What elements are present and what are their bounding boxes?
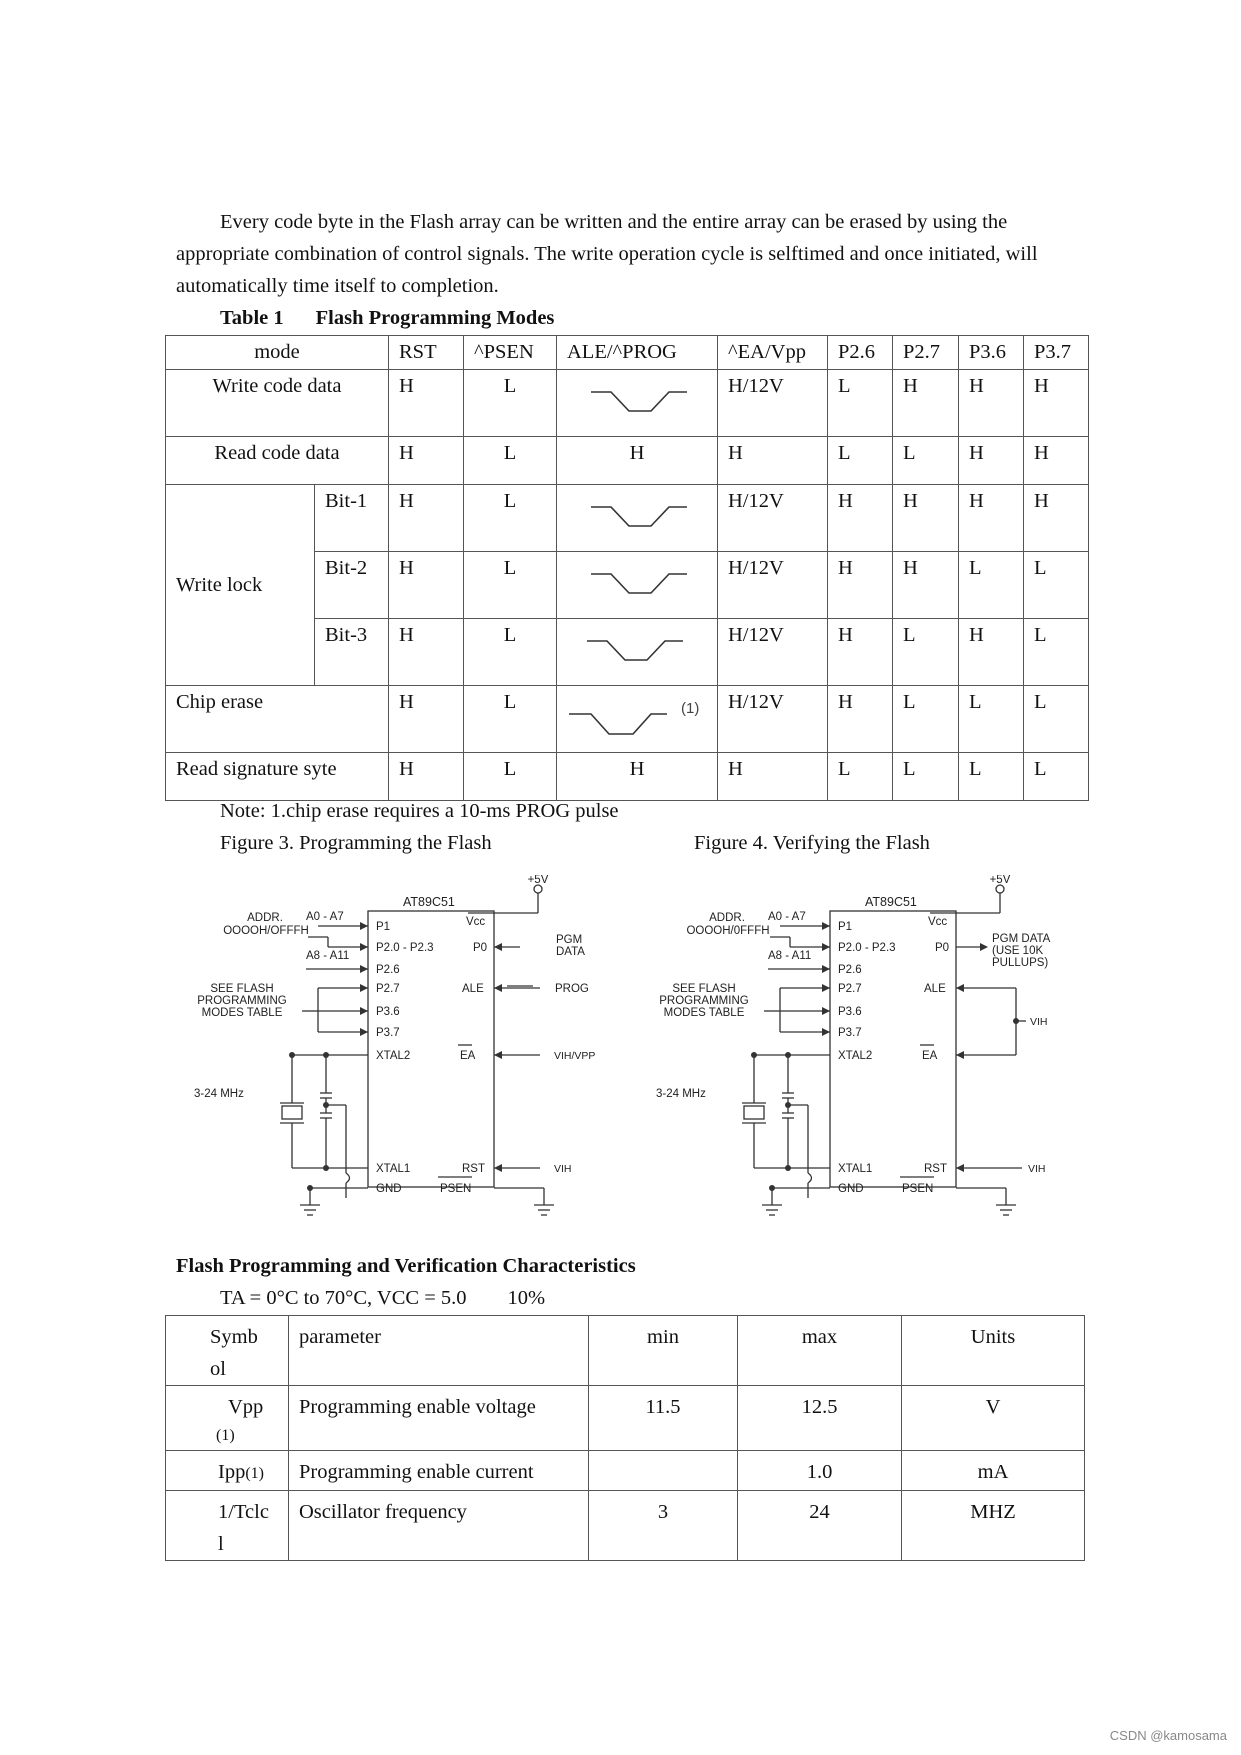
table-row — [166, 1386, 1085, 1451]
header-min: min — [647, 1326, 679, 1348]
symbol-cell: 1/Tclc l — [218, 1501, 269, 1555]
p27-cell: L — [903, 442, 916, 464]
p27-cell: H — [903, 557, 918, 579]
ale-pulse-cell — [557, 552, 718, 619]
p37-cell: L — [1034, 624, 1047, 646]
table1-title: Flash Programming Modes — [315, 307, 555, 329]
table1-label: Table 1 — [220, 307, 284, 329]
characteristics-table — [165, 1315, 1085, 1561]
chip-label: AT89C51 — [403, 895, 455, 909]
crystal-label: 3-24 MHz — [656, 1088, 706, 1100]
table1-caption — [220, 307, 554, 330]
rst-cell: H — [399, 442, 414, 464]
table-header-row — [166, 1316, 1085, 1386]
p0-pin-label: P0 — [473, 942, 488, 954]
parameter-cell: Programming enable voltage — [299, 1396, 536, 1418]
header-rst: RST — [399, 341, 437, 363]
header-ea-vpp: ^EA/Vpp — [728, 341, 806, 363]
units-cell: V — [985, 1396, 1001, 1418]
erase-pulse-note: (1) — [681, 700, 700, 717]
ea-cell: H — [728, 758, 743, 780]
header-symbol: Symb ol — [210, 1326, 258, 1380]
units-cell: MHZ — [970, 1501, 1016, 1523]
ea-cell: H/12V — [728, 375, 784, 397]
mode-cell: Read signature syte — [176, 758, 337, 780]
figure3-programming-circuit — [180, 875, 620, 1230]
p26-cell: H — [838, 557, 853, 579]
characteristics-title: Flash Programming and Verification Characteristics — [176, 1255, 636, 1277]
p26-cell: L — [838, 375, 851, 397]
p36-cell: L — [969, 557, 982, 579]
ea-cell: H/12V — [728, 557, 784, 579]
flash-programming-modes-table — [165, 335, 1089, 801]
table-row — [166, 485, 1089, 552]
pgm-data-label: PULLUPS) — [992, 957, 1049, 969]
p26-cell: H — [838, 624, 853, 646]
addr-range-label: OOOOH/0FFFH — [686, 925, 770, 937]
pin-label: P1 — [838, 921, 853, 933]
ale-pulse-cell — [557, 619, 718, 686]
pin-label: GND — [376, 1183, 402, 1195]
p36-cell: H — [969, 490, 984, 512]
pin-label: P1 — [376, 921, 391, 933]
ale-pin-label: ALE — [462, 983, 484, 995]
pin-label: P2.0 - P2.3 — [838, 942, 896, 954]
pin-label: P2.7 — [376, 983, 400, 995]
p27-cell: H — [903, 490, 918, 512]
figure4-caption: Figure 4. Verifying the Flash — [694, 832, 930, 854]
p26-cell: L — [838, 442, 851, 464]
see-flash-label: SEE FLASH — [210, 983, 274, 995]
p36-cell: H — [969, 442, 984, 464]
table-row — [166, 753, 1089, 801]
pin-label: P2.7 — [838, 983, 862, 995]
p26-cell: H — [838, 691, 853, 713]
addr-range-label: OOOOH/OFFFH — [223, 925, 309, 937]
psen-cell: L — [503, 557, 517, 579]
prog-pulse-waveform — [557, 370, 717, 430]
ea-pin-label: EA — [922, 1050, 938, 1062]
pin-label: P3.7 — [838, 1027, 862, 1039]
vih-vpp-label: VIH/VPP — [554, 1050, 596, 1062]
chip-label: AT89C51 — [865, 895, 917, 909]
a0-a7-label: A0 - A7 — [768, 911, 806, 923]
ale-pulse-cell — [557, 686, 718, 753]
p0-pin-label: P0 — [935, 942, 950, 954]
pgm-data-label: PGM — [556, 934, 583, 946]
prog-pulse-waveform — [557, 485, 717, 545]
mode-cell: Read code data — [214, 442, 340, 464]
pin-label: XTAL1 — [376, 1163, 411, 1175]
ale-cell: H — [629, 758, 645, 780]
test-conditions: TA = 0°C to 70°C, VCC = 5.0 10% — [220, 1287, 546, 1309]
prog-label: PROG — [555, 983, 589, 995]
ale-pulse-cell — [557, 370, 718, 437]
p27-cell: L — [903, 624, 916, 646]
sub-mode-cell: Bit-2 — [325, 557, 368, 579]
p37-cell: H — [1034, 490, 1049, 512]
crystal-label: 3-24 MHz — [194, 1088, 244, 1100]
ea-pin-label: EA — [460, 1050, 476, 1062]
header-p36: P3.6 — [969, 341, 1007, 363]
pin-label: XTAL2 — [838, 1050, 873, 1062]
header-ale-prog: ALE/^PROG — [567, 341, 677, 363]
mode-cell: Write code data — [212, 375, 342, 397]
psen-cell: L — [503, 375, 517, 397]
vih-label: VIH — [554, 1163, 572, 1175]
see-flash-label: MODES TABLE — [663, 1007, 745, 1019]
pgm-data-label: (USE 10K — [992, 945, 1044, 957]
pgm-data-label: PGM DATA — [992, 933, 1051, 945]
figure4-verifying-circuit — [642, 875, 1082, 1230]
intro-paragraph: Every code byte in the Flash array can be written and the entire array can be erased by using the appropriate combination of control signals. The write operation cycle is selftimed and once initiated, will automatically time itself to completion. — [176, 211, 1038, 297]
pin-label: P3.6 — [838, 1006, 862, 1018]
table-row — [166, 370, 1089, 437]
max-cell: 24 — [809, 1501, 830, 1523]
pin-label: P2.0 - P2.3 — [376, 942, 434, 954]
psen-cell: L — [503, 624, 517, 646]
ale-pulse-cell — [557, 485, 718, 552]
sub-mode-cell: Bit-1 — [325, 490, 368, 512]
max-cell: 12.5 — [801, 1396, 838, 1418]
see-flash-label: SEE FLASH — [672, 983, 736, 995]
rst-cell: H — [399, 624, 414, 646]
psen-cell: L — [503, 758, 517, 780]
table-note: Note: 1.chip erase requires a 10-ms PROG pulse — [220, 800, 619, 822]
header-p27: P2.7 — [903, 341, 941, 363]
vcc-pin-label: Vcc — [928, 916, 948, 928]
p27-cell: H — [903, 375, 918, 397]
ea-cell: H — [728, 442, 743, 464]
max-cell: 1.0 — [806, 1461, 833, 1483]
ea-cell: H/12V — [728, 624, 784, 646]
min-cell: 11.5 — [645, 1396, 681, 1418]
table-row — [166, 1491, 1085, 1561]
units-cell: mA — [977, 1461, 1009, 1483]
p36-cell: L — [969, 691, 982, 713]
p37-cell: L — [1034, 758, 1047, 780]
symbol-cell: Ipp — [218, 1461, 246, 1483]
vih-label: VIH — [1030, 1016, 1048, 1028]
pin-label: GND — [838, 1183, 864, 1195]
p26-cell: L — [838, 758, 851, 780]
see-flash-label: MODES TABLE — [201, 1007, 283, 1019]
sub-mode-cell: Bit-3 — [325, 624, 368, 646]
rst-pin-label: RST — [462, 1163, 485, 1175]
p36-cell: L — [969, 758, 982, 780]
rst-cell: H — [399, 375, 414, 397]
ale-cell: H — [629, 442, 645, 464]
table-row — [166, 686, 1089, 753]
a8-a11-label: A8 - A11 — [306, 950, 350, 962]
ea-cell: H/12V — [728, 691, 784, 713]
p37-cell: H — [1034, 442, 1049, 464]
psen-cell: L — [503, 490, 517, 512]
parameter-cell: Oscillator frequency — [299, 1501, 467, 1523]
symbol-cell: Vpp — [228, 1396, 264, 1418]
psen-cell: L — [503, 691, 517, 713]
p37-cell: L — [1034, 557, 1047, 579]
header-mode: mode — [254, 341, 300, 363]
pin-label: P3.7 — [376, 1027, 400, 1039]
header-p37: P3.7 — [1034, 341, 1072, 363]
watermark: CSDN @kamosama — [1109, 1728, 1227, 1743]
p36-cell: H — [969, 375, 984, 397]
p27-cell: L — [903, 758, 916, 780]
a0-a7-label: A0 - A7 — [306, 911, 344, 923]
mode-cell: Chip erase — [176, 691, 264, 713]
pin-label: P3.6 — [376, 1006, 400, 1018]
ea-cell: H/12V — [728, 490, 784, 512]
header-p26: P2.6 — [838, 341, 876, 363]
p27-cell: L — [903, 691, 916, 713]
addr-label: ADDR. — [247, 912, 283, 924]
p37-cell: H — [1034, 375, 1049, 397]
rst-cell: H — [399, 557, 414, 579]
rst-cell: H — [399, 490, 414, 512]
p37-cell: L — [1034, 691, 1047, 713]
header-parameter: parameter — [299, 1326, 381, 1348]
psen-pin-label: PSEN — [440, 1183, 472, 1195]
vcc-pin-label: Vcc — [466, 916, 486, 928]
symbol-footnote: (1) — [245, 1465, 264, 1482]
vih-label: VIH — [1028, 1163, 1046, 1175]
figure3-caption: Figure 3. Programming the Flash — [220, 832, 492, 854]
see-flash-label: PROGRAMMING — [197, 995, 287, 1007]
table-row — [166, 437, 1089, 485]
p26-cell: H — [838, 490, 853, 512]
psen-cell: L — [503, 442, 517, 464]
ale-pin-label: ALE — [924, 983, 946, 995]
table-header-row — [166, 336, 1089, 370]
addr-label: ADDR. — [709, 912, 745, 924]
psen-pin-label: PSEN — [902, 1183, 934, 1195]
table-row — [166, 1451, 1085, 1491]
supply-label: +5V — [527, 875, 549, 886]
prog-pulse-waveform — [557, 552, 717, 612]
pin-label: XTAL1 — [838, 1163, 873, 1175]
a8-a11-label: A8 - A11 — [768, 950, 812, 962]
header-max: max — [801, 1326, 838, 1348]
symbol-footnote: (1) — [216, 1427, 235, 1444]
rst-cell: H — [399, 758, 414, 780]
prog-pulse-waveform — [557, 619, 717, 679]
pin-label: P2.6 — [376, 964, 400, 976]
see-flash-label: PROGRAMMING — [659, 995, 749, 1007]
rst-pin-label: RST — [924, 1163, 947, 1175]
min-cell: 3 — [657, 1501, 669, 1523]
parameter-cell: Programming enable current — [299, 1461, 534, 1483]
pgm-data-label: DATA — [556, 946, 585, 958]
pin-label: XTAL2 — [376, 1050, 411, 1062]
p36-cell: H — [969, 624, 984, 646]
pin-label: P2.6 — [838, 964, 862, 976]
rst-cell: H — [399, 691, 414, 713]
header-psen: ^PSEN — [474, 341, 534, 363]
header-units: Units — [970, 1326, 1016, 1348]
mode-cell: Write lock — [176, 573, 263, 596]
supply-label: +5V — [989, 875, 1011, 886]
